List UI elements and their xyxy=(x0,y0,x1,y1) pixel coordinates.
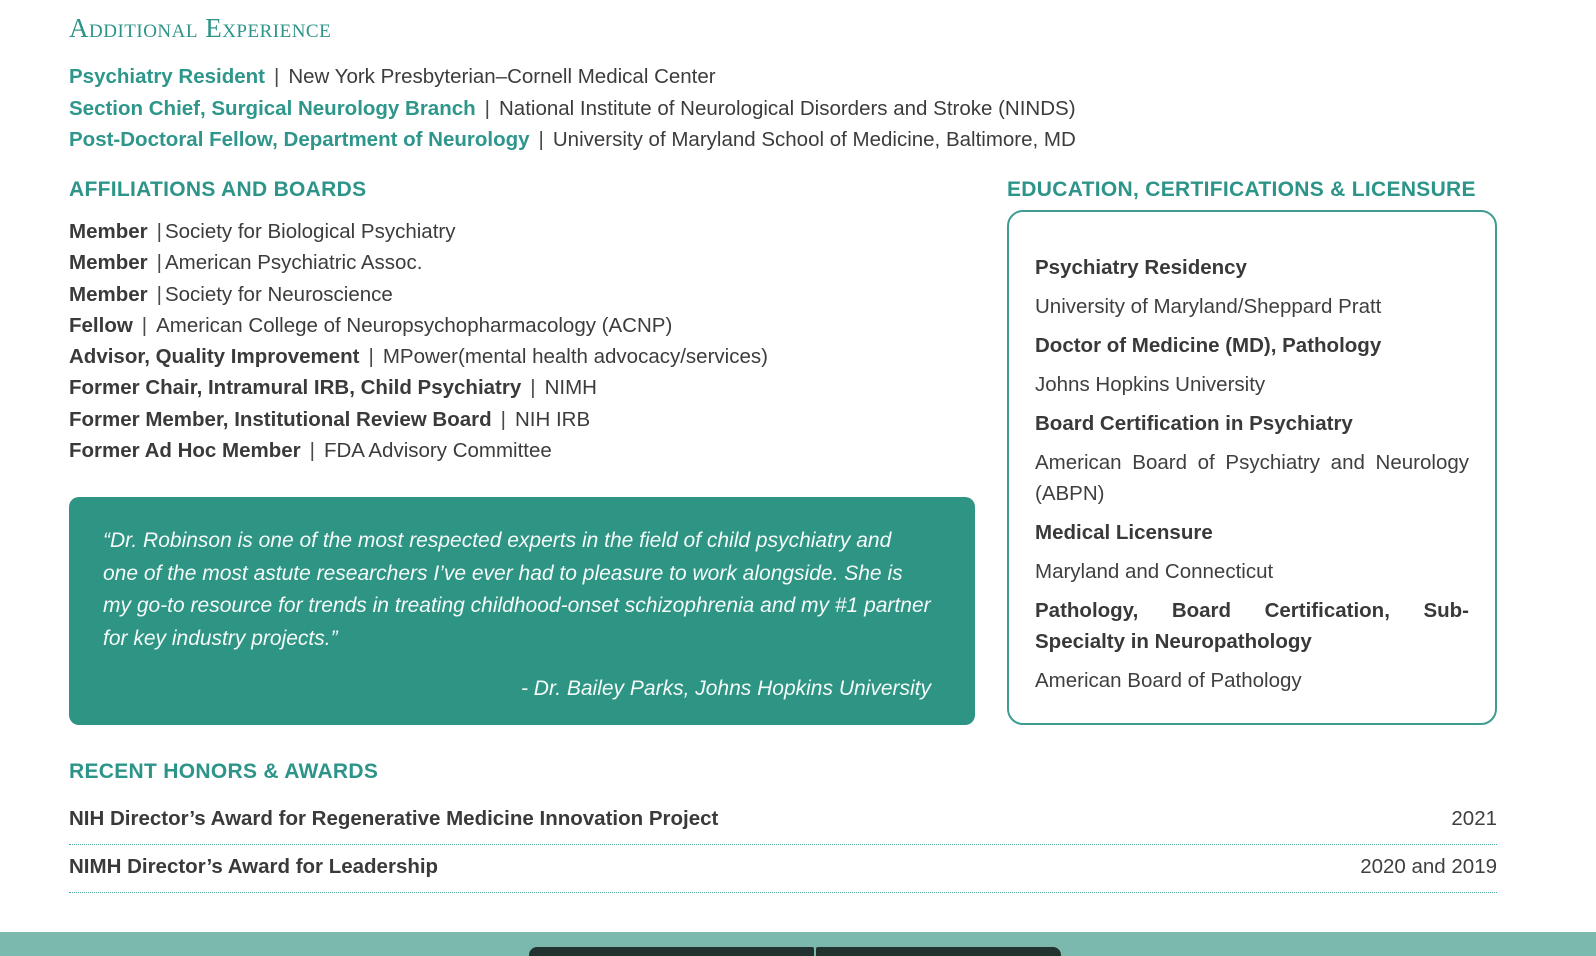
affiliation-org: FDA Advisory Committee xyxy=(323,439,552,463)
education-box xyxy=(1007,210,1497,725)
affiliation-role: Former Chair, Intramural IRB, Child Psychiatry xyxy=(69,376,522,400)
honors-list xyxy=(69,797,1497,893)
education-item-title: Pathology, Board Certification, Sub-Specialty in Neuropathology xyxy=(1035,599,1469,653)
affiliation-item xyxy=(69,341,989,372)
affiliation-role: Member xyxy=(69,251,148,275)
affiliation-role: Member xyxy=(69,282,148,306)
testimonial-attribution: - Dr. Bailey Parks, Johns Hopkins University xyxy=(520,677,931,700)
experience-line xyxy=(69,61,1519,93)
affiliation-item xyxy=(69,404,989,435)
experience-org: University of Maryland School of Medicine, Baltimore, MD xyxy=(552,128,1076,151)
affiliation-role: Former Member, Institutional Review Board xyxy=(69,407,492,431)
pipe-separator: | xyxy=(484,96,490,120)
affiliation-role: Former Ad Hoc Member xyxy=(69,439,301,463)
education-item-org: University of Maryland/Sheppard Pratt xyxy=(1035,295,1382,318)
experience-org: New York Presbyterian–Cornell Medical Center xyxy=(288,65,716,88)
pipe-separator: | xyxy=(156,220,162,243)
experience-line xyxy=(69,124,1519,156)
pipe-separator: | xyxy=(141,313,148,337)
education-item-org: Johns Hopkins University xyxy=(1035,373,1266,396)
education-item-org: American Board of Pathology xyxy=(1035,669,1302,692)
education-item-title: Board Certification in Psychiatry xyxy=(1035,412,1353,435)
affiliation-item xyxy=(69,247,989,278)
education-item-org: American Board of Psychiatry and Neurology (ABPN) xyxy=(1035,451,1469,505)
affiliation-item xyxy=(69,310,989,341)
experience-line xyxy=(69,93,1519,125)
education-item-title: Medical Licensure xyxy=(1035,521,1213,544)
affiliation-item xyxy=(69,216,989,247)
experience-role: Post-Doctoral Fellow, Department of Neurology xyxy=(69,128,530,151)
footer-right-button[interactable] xyxy=(816,947,1061,956)
affiliation-role: Advisor, Quality Improvement xyxy=(69,345,360,369)
honor-title: NIMH Director’s Award for Leadership xyxy=(69,855,439,878)
experience-org: National Institute of Neurological Disorders and Stroke (NINDS) xyxy=(499,96,1076,120)
honors-heading: RECENT HONORS & AWARDS xyxy=(69,760,379,783)
education-heading: EDUCATION, CERTIFICATIONS & LICENSURE xyxy=(1007,178,1476,201)
testimonial-text: “Dr. Robinson is one of the most respected experts in the field of child psychiatry and one of the most astute researchers I’ve ever had to pleasure to work alongside. She is my go-to resource for trends in treating childhood-onset schizophrenia and my #1 partner for key industry projects.” xyxy=(103,529,931,650)
affiliation-org: American Psychiatric Assoc. xyxy=(164,251,423,275)
affiliation-org: NIMH xyxy=(544,376,597,400)
affiliation-item xyxy=(69,435,989,466)
pipe-separator: | xyxy=(368,345,374,369)
pipe-separator: | xyxy=(309,439,315,463)
experience-role: Psychiatry Resident xyxy=(69,65,265,88)
honor-year: 2021 xyxy=(1451,807,1497,830)
affiliation-org: Society for Biological Psychiatry xyxy=(164,220,456,243)
pipe-separator: | xyxy=(530,376,536,400)
pipe-separator: | xyxy=(156,251,162,275)
education-item-title: Doctor of Medicine (MD), Pathology xyxy=(1035,334,1382,357)
affiliation-item xyxy=(69,372,989,403)
honor-year: 2020 and 2019 xyxy=(1360,855,1497,878)
affiliations-heading: AFFILIATIONS AND BOARDS xyxy=(69,178,367,201)
education-item-title: Psychiatry Residency xyxy=(1035,256,1247,279)
honor-row xyxy=(69,797,1497,845)
additional-experience-heading: Additional Experience xyxy=(69,13,332,43)
affiliation-org: American College of Neuropsychopharmacology (ACNP) xyxy=(156,313,673,337)
pipe-separator: | xyxy=(538,128,544,151)
additional-experience-list xyxy=(69,61,1519,156)
affiliation-role: Fellow xyxy=(69,313,133,337)
footer-left-button[interactable] xyxy=(529,947,814,956)
pipe-separator: | xyxy=(500,407,506,431)
affiliation-org: Society for Neuroscience xyxy=(164,282,393,306)
honor-row xyxy=(69,845,1497,893)
experience-role: Section Chief, Surgical Neurology Branch xyxy=(69,96,476,120)
pipe-separator: | xyxy=(156,282,162,306)
affiliations-list xyxy=(69,216,989,466)
education-item-org: Maryland and Connecticut xyxy=(1035,560,1274,583)
affiliation-org: NIH IRB xyxy=(514,407,591,431)
footer-toolbar-strip xyxy=(0,932,1596,956)
honor-title: NIH Director’s Award for Regenerative Medicine Innovation Project xyxy=(69,807,719,830)
affiliation-role: Member xyxy=(69,220,148,243)
pipe-separator: | xyxy=(273,65,280,88)
testimonial-quote-box xyxy=(69,497,975,725)
footer-button-group xyxy=(529,947,1061,956)
affiliation-item xyxy=(69,279,989,310)
affiliation-org: MPower(mental health advocacy/services) xyxy=(382,345,768,369)
